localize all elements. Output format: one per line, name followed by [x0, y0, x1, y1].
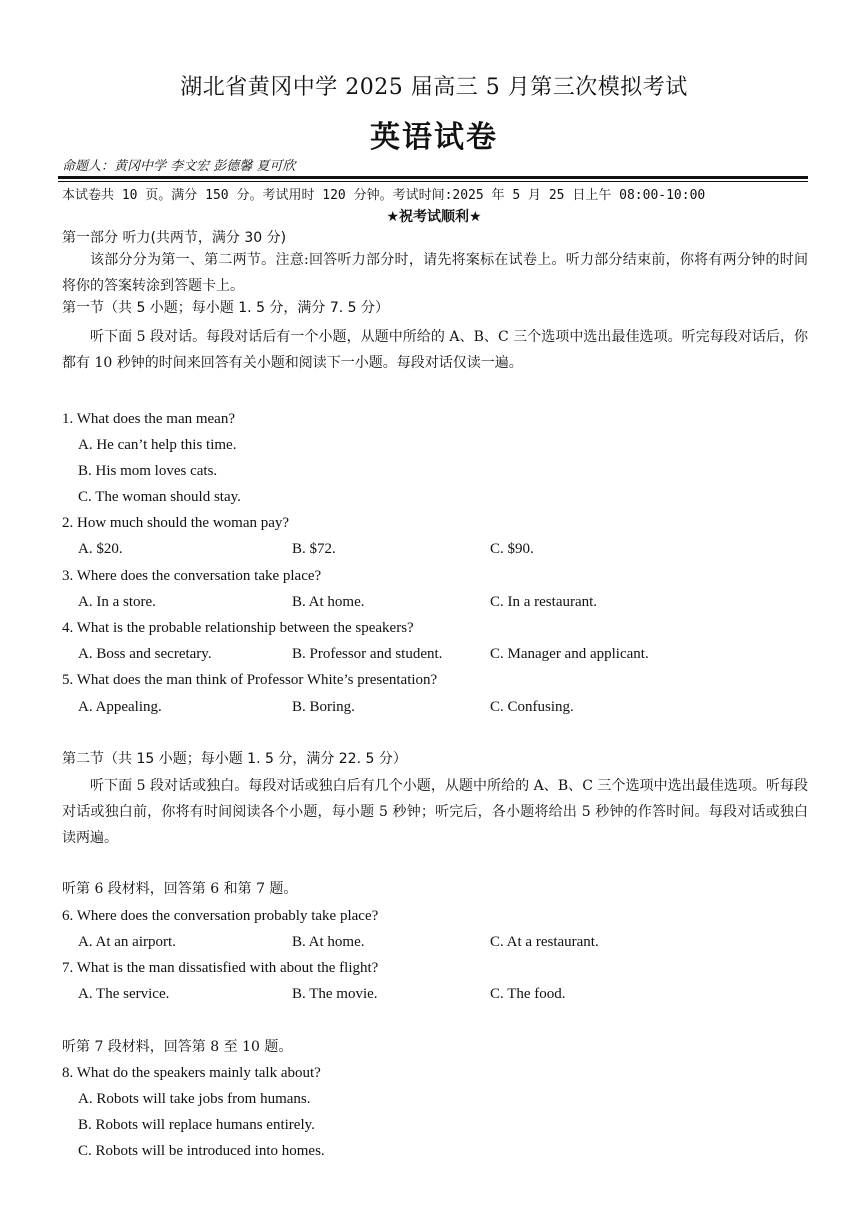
header-rule-thin: [58, 181, 808, 182]
material-lead-7: 听第 7 段材料，回答第 8 至 10 题。: [62, 1039, 293, 1055]
question-stem: 8. What do the speakers mainly talk about?: [62, 1065, 321, 1081]
option-b: B. The movie.: [292, 986, 378, 1002]
part1-heading: 第一部分 听力(共两节，满分 30 分): [62, 230, 287, 246]
option-b: B. Boring.: [292, 699, 355, 715]
question-stem: 3. Where does the conversation take place?: [62, 568, 322, 584]
authors-line: 命题人：黄冈中学 李文宏 彭德馨 夏可欣: [62, 159, 296, 174]
question-stem: 7. What is the man dissatisfied with about the flight?: [62, 960, 379, 976]
part1-intro: 该部分分为第一、第二两节。注意:回答听力部分时，请先将案标在试卷上。听力部分结束前，你将有两分钟的时间将你的答案转涂到答题卡上。: [62, 252, 808, 294]
section2-heading: 第二节（共 15 小题；每小题 1. 5 分，满分 22. 5 分）: [62, 751, 407, 767]
option-c: C. Manager and applicant.: [490, 646, 649, 662]
option-a: A. He can’t help this time.: [78, 437, 237, 453]
blessing-line: ★祝考试顺利★: [386, 209, 482, 225]
option-c: C. Confusing.: [490, 699, 574, 715]
option-c: C. In a restaurant.: [490, 594, 598, 610]
question-stem: 5. What does the man think of Professor White’s presentation?: [62, 672, 438, 688]
option-a: A. At an airport.: [78, 934, 176, 950]
option-a: A. $20.: [78, 541, 123, 557]
option-b: B. At home.: [292, 594, 365, 610]
material-lead-6: 听第 6 段材料，回答第 6 和第 7 题。: [62, 881, 298, 897]
paper-subject-title: 英语试卷: [370, 120, 498, 155]
option-a: A. In a store.: [78, 594, 156, 610]
option-a: A. Robots will take jobs from humans.: [78, 1091, 311, 1107]
option-b: B. $72.: [292, 541, 336, 557]
exam-title: 湖北省黄冈中学 2025 届高三 5 月第三次模拟考试: [180, 75, 688, 100]
option-b: B. Professor and student.: [292, 646, 443, 662]
question-stem: 6. Where does the conversation probably take place?: [62, 908, 379, 924]
option-a: A. Boss and secretary.: [78, 646, 212, 662]
section1-directions: 听下面 5 段对话。每段对话后有一个小题，从题中所给的 A、B、C 三个选项中选出最佳选项。听完每段对话后，你都有 10 秒钟的时间来回答有关小题和阅读下一小题。每段对话仅读一遍。: [62, 329, 808, 371]
option-a: A. Appealing.: [78, 699, 162, 715]
option-c: C. At a restaurant.: [490, 934, 599, 950]
section2-directions: 听下面 5 段对话或独白。每段对话或独白后有几个小题，从题中所给的 A、B、C 三个选项中选出最佳选项。听每段对话或独白前，你将有时间阅读各个小题，每小题 5 秒钟；听完后，各小题将给出 5 秒钟的作答时间。每段对话或独白读两遍。: [62, 778, 808, 846]
option-c: C. The food.: [490, 986, 566, 1002]
question-stem: 4. What is the probable relationship between the speakers?: [62, 620, 414, 636]
section1-heading: 第一节（共 5 小题；每小题 1. 5 分，满分 7. 5 分）: [62, 300, 390, 316]
option-c: C. The woman should stay.: [78, 489, 241, 505]
option-b: B. His mom loves cats.: [78, 463, 218, 479]
option-b: B. Robots will replace humans entirely.: [78, 1117, 315, 1133]
exam-info-line: 本试卷共 10 页。满分 150 分。考试用时 120 分钟。考试时间:2025 年 5 月 25 日上午 08:00-10:00: [62, 188, 706, 203]
question-stem: 2. How much should the woman pay?: [62, 515, 290, 531]
header-rule-thick: [58, 176, 808, 179]
question-stem: 1. What does the man mean?: [62, 411, 235, 427]
option-a: A. The service.: [78, 986, 170, 1002]
option-b: B. At home.: [292, 934, 365, 950]
option-c: C. $90.: [490, 541, 534, 557]
option-c: C. Robots will be introduced into homes.: [78, 1143, 325, 1159]
